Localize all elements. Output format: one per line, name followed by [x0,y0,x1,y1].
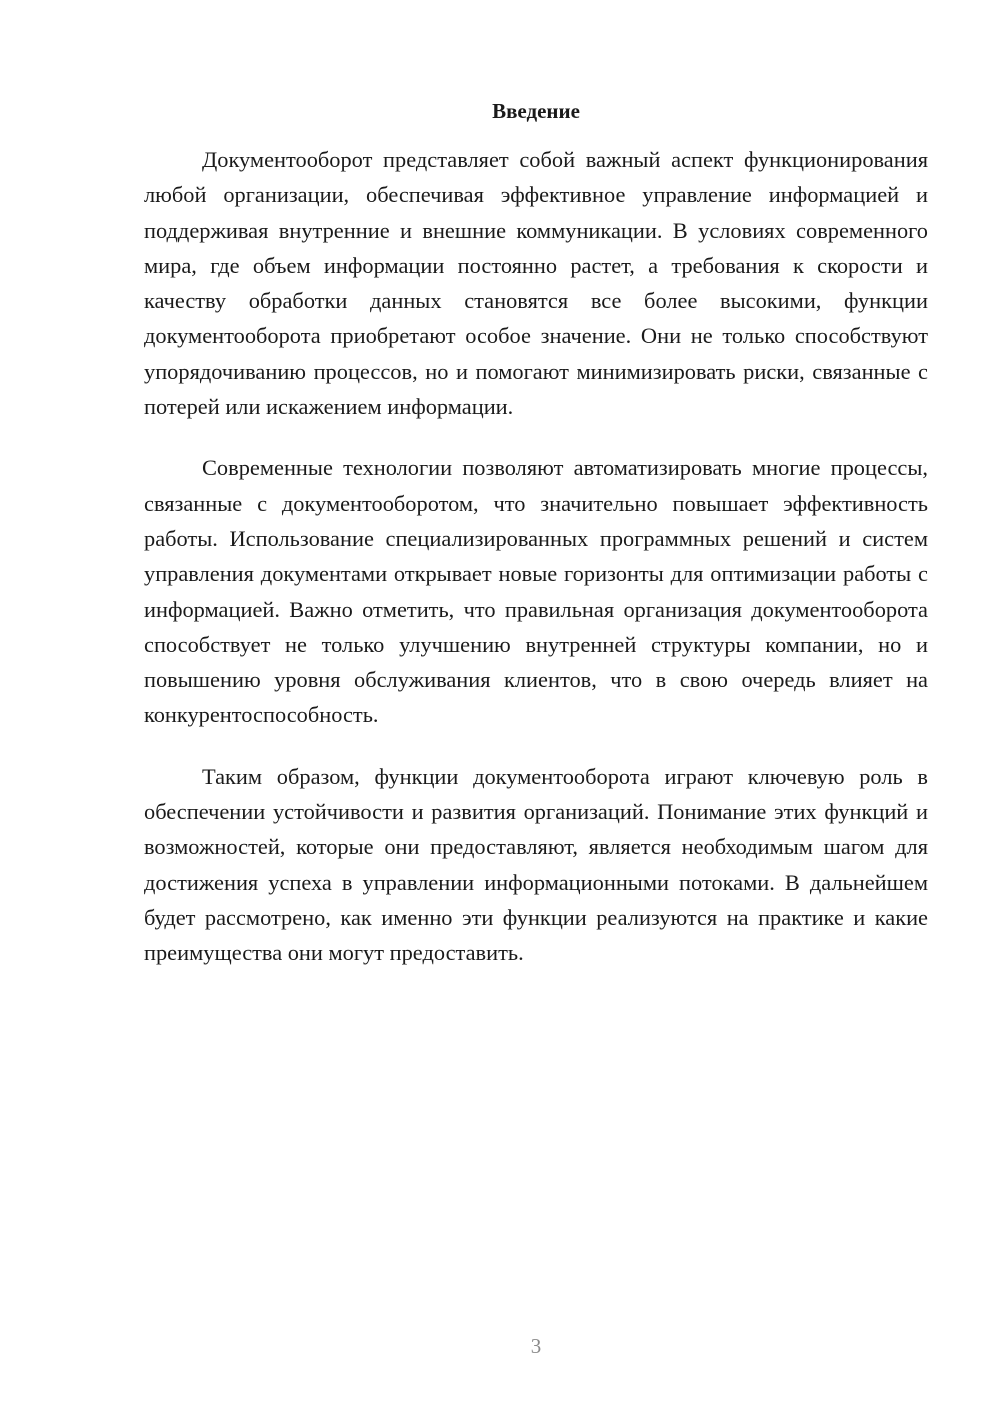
paragraph-3: Таким образом, функции документооборота играют ключевую роль в обеспечении устойчивости и развития организаций. Понимание этих функций и возможностей, которые они предоставляют, является необходимым шагом для достижения успеха в управлении информационными потоками. В дальнейшем будет рассмотрено, как именно эти функции реализуются на практике и какие преимущества они могут предоставить. [144,763,928,966]
page-number: 3 [530,1334,542,1358]
paragraph-2: Современные технологии позволяют автоматизировать многие процессы, связанные с документооборотом, что значительно повышает эффективность работы. Использование специализированных программных решений и систем управления документами открывает новые горизонты для оптимизации работы с информацией. Важно отметить, что правильная организация документооборота способствует не только улучшению внутренней структуры компании, но и повышению уровня обслуживания клиентов, что в свою очередь влияет на конкурентоспособность. [144,455,928,728]
body-text [144,142,928,997]
section-heading: Введение [492,99,580,123]
paragraph-1: Документооборот представляет собой важный аспект функционирования любой организации, обеспечивая эффективное управление информацией и поддерживая внутренние и внешние коммуникации. В условиях современного мира, где объем информации постоянно растет, а требования к скорости и качеству обработки данных становятся все более высокими, функции документооборота приобретают особое значение. Они не только способствуют упорядочиванию процессов, но и помогают минимизировать риски, связанные с потерей или искажением информации. [144,147,928,420]
